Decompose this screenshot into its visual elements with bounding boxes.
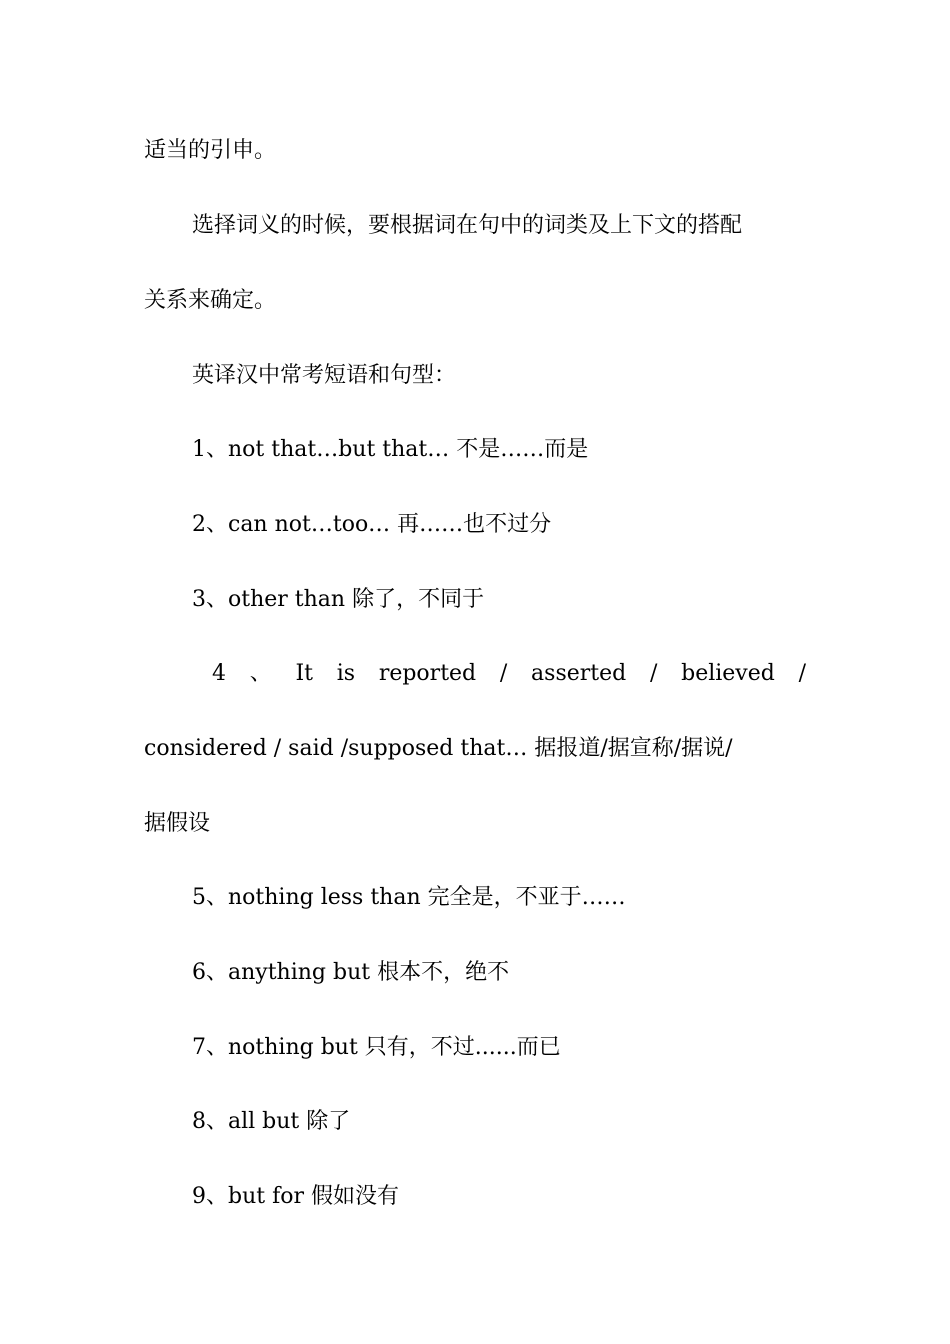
list-item-4-token: /	[499, 661, 508, 686]
list-item-4-token: 、	[249, 661, 272, 686]
list-item-4-first-line	[212, 659, 806, 689]
list-item-3: 3、other than 除了，不同于	[192, 587, 485, 612]
list-item-4-token: 4	[212, 661, 226, 686]
list-item-4-token: /	[798, 661, 806, 686]
paragraph-line-word-choice: 选择词义的时候，要根据词在句中的词类及上下文的搭配	[192, 213, 743, 238]
list-item-1: 1、not that…but that… 不是……而是	[192, 437, 589, 462]
list-item-4-token: believed	[681, 661, 775, 686]
list-item-4-second-line: considered / said /supposed that… 据报道/据宣称/据说/	[144, 736, 733, 761]
list-item-4-token: is	[336, 661, 356, 686]
list-item-4-token: It	[295, 661, 314, 686]
list-item-6: 6、anything but 根本不，绝不	[192, 960, 510, 985]
list-item-4-third-line: 据假设	[144, 811, 211, 836]
list-item-2: 2、can not…too… 再……也不过分	[192, 512, 552, 537]
list-item-4-token: reported	[378, 661, 477, 686]
list-item-4-token: asserted	[531, 661, 627, 686]
paragraph-line-word-choice-end: 关系来确定。	[144, 288, 277, 313]
list-item-4-token: /	[649, 661, 658, 686]
list-item-5: 5、nothing less than 完全是，不亚于……	[192, 885, 626, 910]
list-item-9: 9、but for 假如没有	[192, 1184, 399, 1209]
paragraph-line-continuation: 适当的引申。	[144, 138, 277, 163]
list-item-7: 7、nothing but 只有，不过......而已	[192, 1035, 561, 1060]
list-item-8: 8、all but 除了	[192, 1109, 351, 1134]
section-heading-phrases: 英译汉中常考短语和句型：	[192, 363, 457, 388]
